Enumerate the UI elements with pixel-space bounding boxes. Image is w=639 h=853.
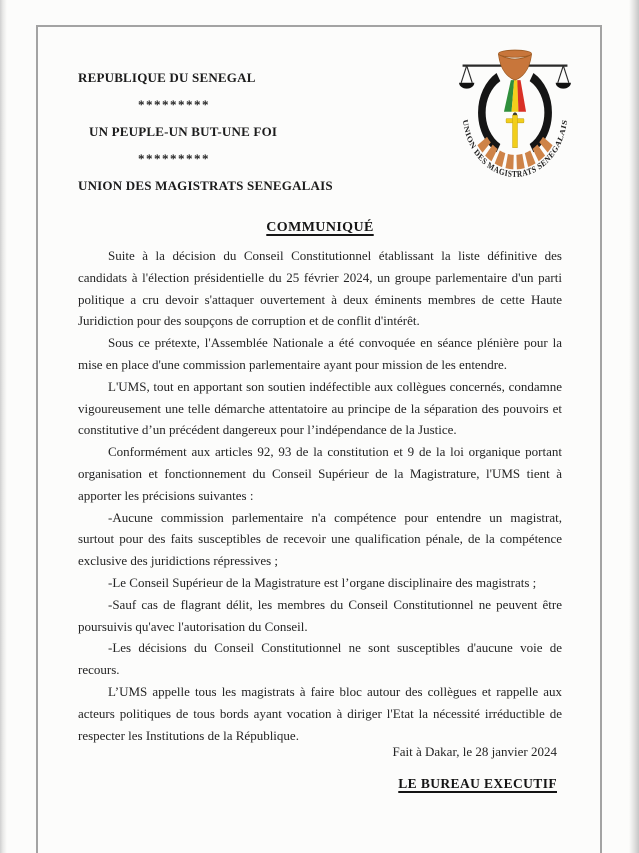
emblem-center-column [506, 112, 524, 147]
stars-separator: ********* [138, 97, 210, 112]
ums-emblem-svg [446, 40, 584, 198]
paragraph-bullet: -Aucune commission parlementaire n'a compétence pour entendre un magistrat, surtout pour des faits susceptibles de recevoir une qualification pénale, de la compétence exclusive des juridictions répressives ; [78, 509, 562, 569]
paragraph-bullet: -Le Conseil Supérieur de la Magistrature est l’organe disciplinaire des magistrats ; [108, 574, 537, 590]
national-motto: UN PEUPLE-UN BUT-UNE FOI [89, 124, 278, 139]
stars-separator: ********* [138, 151, 210, 166]
paragraph-bullet: -Les décisions du Conseil Constitutionnel ne sont susceptibles d'aucune voie de recours. [78, 640, 562, 678]
paragraph: Conformément aux articles 92, 93 de la constitution et 9 de la loi organique portant organisation et fonctionnement du Conseil Supérieur de la Magistrature, l'UMS tient à apporter les précisions suivantes : [78, 444, 562, 503]
emblem-curved-text: UNION DES MAGISTRATS SENEGALAIS [461, 118, 569, 180]
organization-name: UNION DES MAGISTRATS SENEGALAIS [78, 178, 333, 193]
ums-logo [446, 40, 584, 198]
paragraph: L'UMS, tout en apportant son soutien indéfectible aux collègues concernés, condamne vigoureusement une telle démarche attentatoire au principe de la séparation des pouvoirs et constitutive d’un précédent dangereux pour l’indépendance de la Justice. [78, 378, 562, 438]
photo-right-edge [629, 0, 639, 853]
place-date-line: Fait à Dakar, le 28 janvier 2024 [392, 744, 557, 759]
senegal-flag-stripes [504, 80, 526, 112]
chalice-icon [498, 50, 531, 80]
country-name: REPUBLIQUE DU SENEGAL [78, 70, 256, 85]
paragraph: Suite à la décision du Conseil Constitutionnel établissant la liste définitive des candidats à l'élection présidentielle du 25 février 2024, un groupe parlementaire d'un parti politique a cru devoir s'attaquer ouvertement à deux éminents membres de cette Haute Juridiction pour des soupçons de corruption et de conflit d'intérêt. [78, 248, 562, 329]
photo-left-edge [0, 0, 7, 853]
document-title: COMMUNIQUÉ [266, 220, 374, 235]
signature-block: LE BUREAU EXECUTIF [398, 776, 557, 791]
communique-body [78, 245, 562, 746]
paragraph: L’UMS appelle tous les magistrats à faire bloc autour des collègues et rappelle aux acteurs politiques de tous bords ayant vocation à diriger l'Etat la nécessité irréductible de respecter les Institutions de la République. [78, 683, 562, 743]
letterhead [78, 64, 388, 199]
paragraph-bullet: -Sauf cas de flagrant délit, les membres du Conseil Constitutionnel ne peuvent être poursuivis qu'avec l'autorisation du Conseil. [78, 596, 562, 634]
paragraph: Sous ce prétexte, l'Assemblée Nationale a été convoquée en séance plénière pour la mise en place d'une commission parlementaire ayant pour mission de les entendre. [78, 335, 562, 372]
